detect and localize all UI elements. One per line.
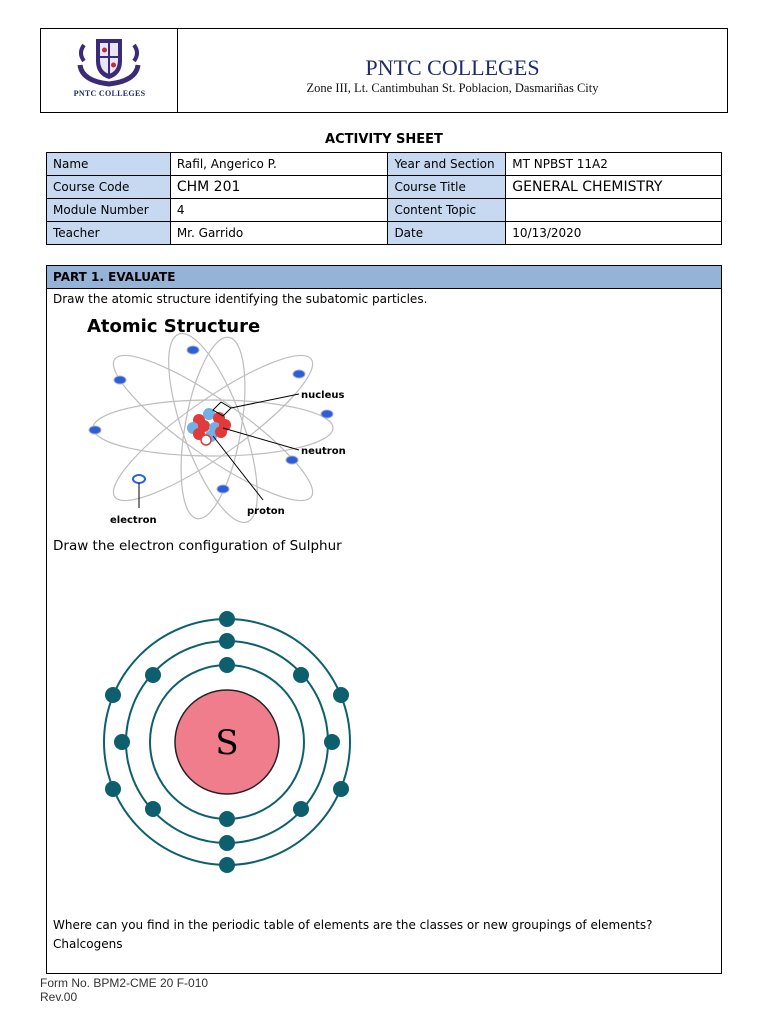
name-value: Rafil, Angerico P. xyxy=(170,153,388,176)
form-number: Form No. BPM2-CME 20 F-010 xyxy=(40,976,209,990)
electron-dot xyxy=(114,734,130,750)
logo-text: PNTC COLLEGES xyxy=(73,89,146,98)
electron-dot xyxy=(293,801,309,817)
part-box xyxy=(46,265,722,974)
electron-dot xyxy=(321,410,333,418)
electron-dot xyxy=(333,687,349,703)
info-row xyxy=(47,199,722,222)
year-label: Year and Section xyxy=(388,153,506,176)
course-code-value: CHM 201 xyxy=(170,176,388,199)
course-code-label: Course Code xyxy=(47,176,171,199)
name-label: Name xyxy=(47,153,171,176)
info-row xyxy=(47,153,722,176)
answer-text: Chalcogens xyxy=(53,937,123,951)
electron-dot xyxy=(219,633,235,649)
info-row xyxy=(47,176,722,199)
electron-dot xyxy=(324,734,340,750)
part-header: PART 1. EVALUATE xyxy=(47,266,721,289)
course-title-label: Course Title xyxy=(388,176,506,199)
electron-dot xyxy=(145,801,161,817)
instruction-electron-configuration: Draw the electron configuration of Sulphur xyxy=(53,538,342,554)
electron-dot xyxy=(333,781,349,797)
sheet-title: ACTIVITY SHEET xyxy=(325,132,443,147)
electron-dot xyxy=(219,611,235,627)
electron-dot xyxy=(114,376,126,384)
info-row xyxy=(47,222,722,245)
proton-label: proton xyxy=(247,506,285,517)
teacher-value: Mr. Garrido xyxy=(170,222,388,245)
electron-dot xyxy=(219,657,235,673)
module-label: Module Number xyxy=(47,199,171,222)
instruction-atomic-structure: Draw the atomic structure identifying the subatomic particles. xyxy=(53,292,428,306)
question-text: Where can you find in the periodic table of elements are the classes or new groupings of elements? xyxy=(53,918,653,932)
revision-number: Rev.00 xyxy=(40,990,78,1004)
college-address: Zone III, Lt. Cantimbuhan St. Poblacion, Dasmariñas City xyxy=(306,81,599,95)
sulphur-symbol: S xyxy=(215,723,239,763)
electron-dot xyxy=(293,370,305,378)
course-title-value: GENERAL CHEMISTRY xyxy=(506,176,722,199)
topic-label: Content Topic xyxy=(388,199,506,222)
electron-dot xyxy=(293,667,309,683)
electron-dot xyxy=(217,485,229,493)
electron-dot xyxy=(187,346,199,354)
nucleus-label: nucleus xyxy=(301,390,345,401)
electron-dot xyxy=(219,835,235,851)
module-value: 4 xyxy=(170,199,388,222)
electron-dot xyxy=(105,687,121,703)
sulphur-bohr-diagram xyxy=(87,596,367,886)
electron-dot xyxy=(219,811,235,827)
electron-label: electron xyxy=(110,515,157,526)
logo-cell xyxy=(41,29,178,112)
electron-dot xyxy=(105,781,121,797)
date-label: Date xyxy=(388,222,506,245)
electron-dot xyxy=(219,857,235,873)
neutron-label: neutron xyxy=(301,446,346,457)
electron-dot xyxy=(89,426,101,434)
info-table xyxy=(46,152,722,245)
college-logo-icon xyxy=(72,35,146,87)
teacher-label: Teacher xyxy=(47,222,171,245)
topic-value xyxy=(506,199,722,222)
electron-dot xyxy=(133,475,145,483)
atomic-structure-diagram xyxy=(63,308,383,528)
header-box xyxy=(40,28,728,113)
year-value: MT NPBST 11A2 xyxy=(506,153,722,176)
electron-dot xyxy=(286,456,298,464)
college-name: PNTC COLLEGES xyxy=(365,55,540,80)
electron-dot xyxy=(145,667,161,683)
atom-figure-title: Atomic Structure xyxy=(87,316,261,337)
date-value: 10/13/2020 xyxy=(506,222,722,245)
